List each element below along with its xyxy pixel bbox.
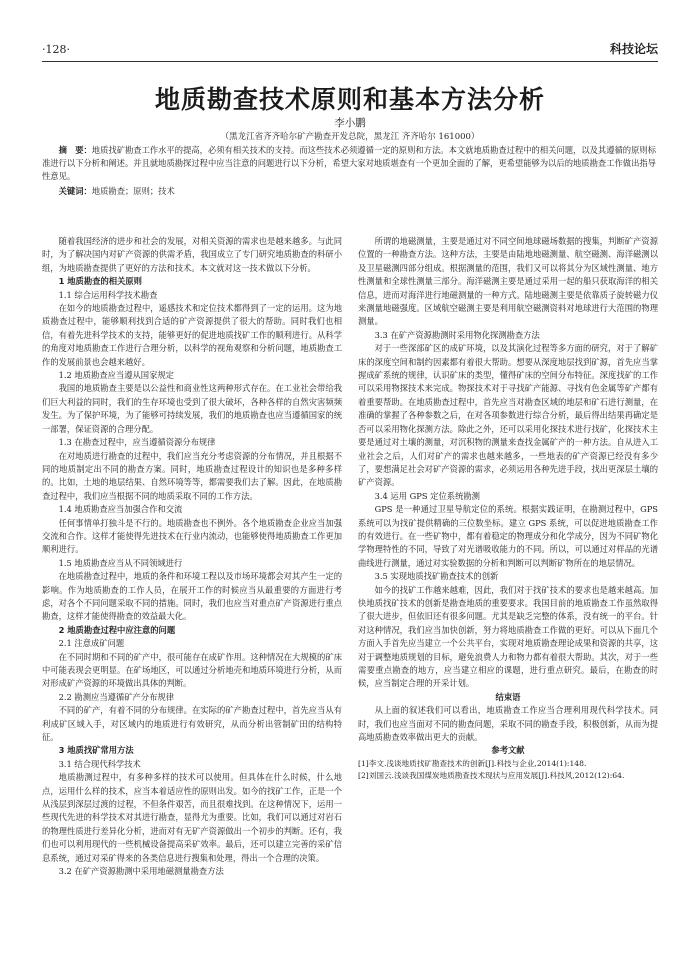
- keywords-text: 地质勘查；原则；技术: [91, 186, 175, 196]
- paragraph: 在对地质进行勘查的过程中，我们应当充分考虑资源的分布情况，并且根据不同的地质制定出不同的勘查方案。同时，地质勘查过程设计的知识也是多种多样的。比如，土地的地层结果、自然环境等等，都需要我们去了解。因此，在地质勘查过程中，我们应当根据不同的地质采取不同的工作方法。: [42, 450, 342, 501]
- paragraph: 不同的矿产，有着不同的分布规律。在实际的矿产勘查过程中，首先应当从有利成矿区域入手，对区域内的地质进行有效研究，从而分析出管制矿田的结构特征。: [42, 705, 342, 743]
- paragraph: 任何事情单打独斗是不行的。地质勘查也不例外。各个地质勘查企业应当加强交流和合作。这样才能使得先进技术在行业内流动，也能够使得地质勘查工作更加顺利进行。: [42, 517, 342, 555]
- abstract-text: 地质找矿勘查工作水平的提高，必须有相关技术的支持。而这些技术必须遵循一定的原则和方法。本文就地质勘查过程中的相关问题，以及其遵循的原则标准进行以下分析和阐述。并且就地质勘探过程中应当注意的问题进行以下分析，希望大家对地质堪查有一个更加全面的了解，更希望能够为以后的地质勘查工作做出指导性意见。: [42, 145, 656, 181]
- page-number: ·128·: [42, 43, 70, 56]
- paragraph: GPS 是一种通过卫星导航定位的系统。根据实践证明，在勘测过程中，GPS 系统可以为找矿提供精确的三位数坐标。建立 GPS 系统，可以促进地质勘查工作的有效进行。在一些矿物中，都有着稳定的物理成分和化学成分，因为不同矿物化学物理特性的不同，导致了对光谱吸收能力的不同。所以，可以通过对样品的光谱曲线进行测量，通过对实验数据的分析和判断可以判断矿物所在的地层情况。: [358, 504, 658, 568]
- journal-section: 科技论坛: [609, 42, 658, 56]
- keywords-label: 关键词：: [58, 186, 92, 196]
- header-rule: [42, 61, 658, 62]
- paragraph: 在如今的地质勘查过程中，遥感技术和定位技术都得到了一定的运用。这为地质勘查过程中，能够顺利找到合适的矿产资源提供了很大的帮助。同时我们也相信，有着先进科学技术的支持，能够更好的促进地质找矿工作的顺利进行。从科学的角度对地质勘查工作进行合理分析，以科学的视角观察和分析问题，地质勘查工作的发展前景也会越来越好。: [42, 303, 342, 367]
- subsection-heading: 1.2 地质勘查应当遵从国家规定: [58, 370, 174, 381]
- paragraph: 在不同时期和不同的矿产中，很可能存在成矿作用。这种情况在大规模的矿床中可能表现会更明显。在矿场地区，可以通过分析地壳和地质环境进行分析，从而对形成矿产资源的环境做出具体的判断。: [42, 651, 342, 689]
- subsection-heading: 1.4 地质勘查应当加强合作和交流: [58, 504, 183, 515]
- subsection-heading: 3.2 在矿产资源勘测中采用地磁测量勘查方法: [58, 866, 224, 877]
- paragraph: 地质勘测过程中，有多种多样的技术可以使用。但具体在什么时候，什么地点，运用什么样的技术，应当本着适应性的原则出发。如今的找矿工作，正是一个从浅层到深层过渡的过程，不但条件艰苦，而且很难找到。在这种情况下，运用一些现代先进的科学技术对其进行勘查，显得尤为重要。比如，我们可以通过对岩石的物理性质进行差异化分析，进而对有无矿产资源做出一个初步的判断。还有，我们也可以利用现代的一些机械设备提高采矿效率。最后，还可以建立完善的采矿信息系统，通过对采矿得来的各类信息进行搜集和处理，得出一个合理的决策。: [42, 772, 342, 863]
- paragraph: 如今的找矿工作越来越难，因此，我们对于找矿技术的要求也是越来越高。加快地质找矿技术的创新是勘查地质的重要要求。我国目前的地质勘查工作虽然取得了很大进步，但依旧还有很多问题。尤其是缺乏完整的体系，没有统一的平台。针对这种情况，我们应当加快创新，努力将地质勘查工作做的更好。可以从下面几个方面入手首先应当建立一个公共平台，实现对地质勘查理论成果和资源的共享，这对于调整地质规划的目标，避免浪费人力和物力都有着很大帮助。其次，对于一些需要重点勘查的地方，应当建立相应的课题，进行重点研究。最后，在勘查的时候，应当制定合理的开采计划。: [358, 584, 658, 689]
- centered-heading: 参考文献: [491, 745, 525, 756]
- subsection-heading: 3.5 实现地质找矿勘查技术的创新: [374, 571, 499, 582]
- section-heading: 1 地质勘查的相关原则: [58, 276, 142, 287]
- paragraph: 在地质勘查过程中，地质的条件和环境工程以及市场环境都会对其产生一定的影响。作为地质勘查的工作人员，在展开工作的时候应当从最重要的方面进行考虑，对各个不同问题采取不同的措施。同时，我们也应当对重点矿产资源进行重点勘查，这样才能使得勘查的效益最大化。: [42, 571, 342, 622]
- subsection-heading: 1.1 综合运用科学技术勘查: [58, 289, 158, 300]
- centered-heading: 结束语: [495, 691, 521, 702]
- subsection-heading: 1.3 在勘查过程中，应当遵循资源分布规律: [58, 437, 216, 448]
- article-title: 地质勘查技术原则和基本方法分析: [154, 85, 545, 114]
- section-heading: 2 地质勘查过程中应注意的问题: [58, 624, 176, 635]
- paragraph: 所谓的地磁测量，主要是通过对不同空间地球磁场数据的搜集，判断矿产资源位置的一种勘查方法。这种方法，主要是由陆地地磁测量、航空磁测、海洋磁测以及卫星磁测四部分组成。根据测量的范围，我们又可以将其分为区域性测量、地方性测量和全球性测量三部分。海洋磁测主要是通过采用一起的船只获取海洋的相关信息，进而对海洋进行地磁测量的一种方式。陆地磁测主要是依靠质子旋转磁力仪来测量地磁强度。区域航空磁测主要是利用航空磁测资料对地球进行大范围的物理测量。: [358, 236, 658, 327]
- article-affiliation: （黑龙江省齐齐哈尔矿产勘查开发总院，黑龙江 齐齐哈尔 161000）: [220, 132, 480, 142]
- subsection-heading: 1.5 地质勘查应当从不同领域进行: [58, 557, 183, 568]
- paragraph: 我国的地质勘查主要是以公益性和商业性这两种形式存在。在工业社会带给我们巨大利益的同时，我们的生存环境也受到了很大破坏，各种各样的自然灾害频频发生。为了保护环境，为了能够可持续发展，我们的地质勘查也应当遵循国家的统一部署，保证资源的合理分配。: [42, 383, 342, 434]
- body-column-left: [42, 235, 342, 935]
- article-author: 李小鹏: [334, 117, 366, 129]
- abstract-label: 摘 要：: [58, 145, 92, 155]
- subsection-heading: 3.4 运用 GPS 定位系统勘测: [374, 490, 480, 501]
- body-column-right: [358, 235, 658, 935]
- reference-item: [1]李文.浅谈地质找矿勘查技术的创新[J].科技与企业,2014(1):148.: [358, 758, 587, 768]
- paragraph: 对于一些深部矿区的成矿环境，以及其演化过程等多方面的研究，对于了解矿床的深度空间和制约因素都有着很大帮助。想要从深度地层找到矿源，首先应当掌握成矿系统的规律，认识矿床的类型，懂得矿床的空间分布特征。深度找矿的工作可以采用物探技术来完成。物探技术对于寻找矿产能源、寻找有色金属等矿产都有着重要帮助。在地质勘查过程中，首先应当对勘查区域的地层和矿石进行测量，在准确的掌握了各种参数之后，在对各项参数进行综合分析，最后得出结果再确定是否可以采用物化探测方法。除此之外，还可以采用化探技术进行找矿，化探技术主要是通过对土壤的测量，对沉积物的测量来查找金属矿产的一种方法。自从进入工业社会之后，人们对矿产的需求也越来越多，一些地表的矿产资源已经没有多少了，要想满足社会对矿产资源的需求，必须运用各种先进手段，找出更深层土壤的矿产资源。: [358, 343, 658, 488]
- subsection-heading: 3.1 结合现代科学技术: [58, 758, 141, 769]
- subsection-heading: 3.3 在矿产资源勘测时采用物化探测勘查方法: [374, 329, 540, 340]
- paragraph: 从上面的叙述我们可以看出，地质勘查工作应当合理利用现代科学技术。同时，我们也应当面对不同的勘查问题，采取不同的勘查手段，积极创新，从而为提高地质勘查效率做出更大的贡献。: [358, 705, 658, 743]
- paragraph: 随着我国经济的进步和社会的发展，对相关资源的需求也是越来越多。与此同时，为了解决国内对矿产资源的供需矛盾，我国成立了专门研究地质勘查的科研小组，为地质勘查提供了更好的方法和技术。本文就对这一技术做以下分析。: [42, 236, 342, 273]
- subsection-heading: 2.1 注意成矿问题: [58, 638, 125, 649]
- keywords: [42, 185, 658, 198]
- subsection-heading: 2.2 勘测应当遵循矿产分布规律: [58, 691, 174, 702]
- page-header: [42, 40, 658, 60]
- reference-item: [2]刘国云.浅谈我国煤炭地质勘查技术现状与应用发展[J].科技风,2012(12):64.: [358, 770, 625, 780]
- abstract: [42, 144, 658, 183]
- section-heading: 3 地质找矿常用方法: [58, 745, 134, 756]
